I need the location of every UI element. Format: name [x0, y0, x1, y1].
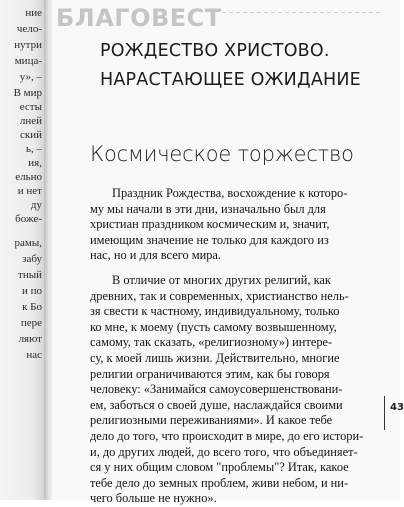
text-line: дело до того, что происходит в мире, до его истори- — [90, 428, 364, 443]
running-header-rule — [222, 12, 382, 13]
left-page-text: лней — [19, 115, 42, 127]
left-page-text: ия, — [28, 157, 42, 169]
left-page-text: ляют — [18, 333, 42, 345]
section-title: Космическое торжество — [90, 142, 354, 166]
text-line: имеющим значение не только для каждого из — [90, 232, 329, 247]
text-line: ко мне, к моему (пусть самому возвышенному, — [90, 319, 337, 334]
text-line: ем, заботься о своей душе, наслаждайся своими — [90, 397, 343, 412]
left-page-text: чело- — [16, 23, 42, 35]
text-line: В отличие от многих других религий, как — [112, 272, 331, 287]
text-line: древних, так и современных, христианство нель- — [90, 288, 349, 303]
chapter-title-line: НАРАСТАЮЩЕЕ ОЖИДАНИЕ — [100, 70, 361, 90]
text-line: Праздник Рождества, восхождение к которо- — [112, 186, 348, 200]
left-page-edge — [0, 0, 46, 500]
text-line: религиозными переживаниями». И какое тебе — [90, 413, 333, 428]
left-page-text: рамы, — [14, 237, 42, 249]
left-page-text: у», – — [19, 71, 42, 83]
left-page-text: ние — [25, 7, 42, 19]
left-page-text: тный — [18, 269, 42, 281]
book-page — [52, 0, 404, 506]
text-line: тебе дело до земных проблем, живи небом, и ни- — [90, 475, 349, 490]
left-page-text: и нет — [17, 185, 42, 197]
page-number: 43 — [390, 402, 404, 413]
left-page-text: В мир — [13, 87, 42, 99]
left-page-text: есты — [19, 101, 42, 113]
text-line: человеку: «Занимайся самоусовершенствовани- — [90, 382, 343, 397]
body-text — [90, 186, 390, 507]
left-page-text: пере — [20, 317, 42, 329]
text-line: чего больше не нужно». — [90, 491, 217, 506]
left-page-text: боже- — [15, 213, 42, 225]
text-line: нас, но и для всего мира. — [90, 248, 222, 263]
text-line: религии ограничиваются этим, как бы говоря — [90, 366, 330, 381]
left-page-text: мица- — [14, 55, 42, 67]
left-page-text: нутри — [14, 39, 42, 51]
left-page-text: и по — [21, 285, 42, 297]
left-page-text: ду — [30, 199, 42, 211]
left-page-text: нас — [26, 349, 42, 361]
left-page-text: ельно — [15, 171, 42, 183]
text-line: ся у них общим словом "проблемы"? Итак, какое — [90, 460, 349, 475]
left-page-text: к Бо — [22, 301, 42, 313]
text-line: му мы начали в эти дни, изначально был для — [90, 201, 326, 216]
page-number-rule — [384, 396, 385, 430]
text-line: христиан праздником космическим и, значит, — [90, 217, 330, 232]
left-page-text: ь, – — [25, 143, 42, 155]
chapter-title — [100, 37, 390, 95]
text-line: зя свести к частному, индивидуальному, только — [90, 304, 340, 319]
watermark-logo: БЛАГОВЕСТ — [56, 4, 222, 32]
text-line: су, к моей лишь жизни. Действительно, многие — [90, 350, 340, 365]
chapter-title-line: РОЖДЕСТВО ХРИСТОВО. — [100, 41, 330, 61]
text-line: и, до других людей, до всего того, что объединяет- — [90, 444, 358, 459]
left-page-text: забу — [22, 253, 42, 265]
text-line: самому, так сказать, «религиозному») интере- — [90, 335, 333, 350]
left-page-text: ский — [20, 129, 42, 141]
